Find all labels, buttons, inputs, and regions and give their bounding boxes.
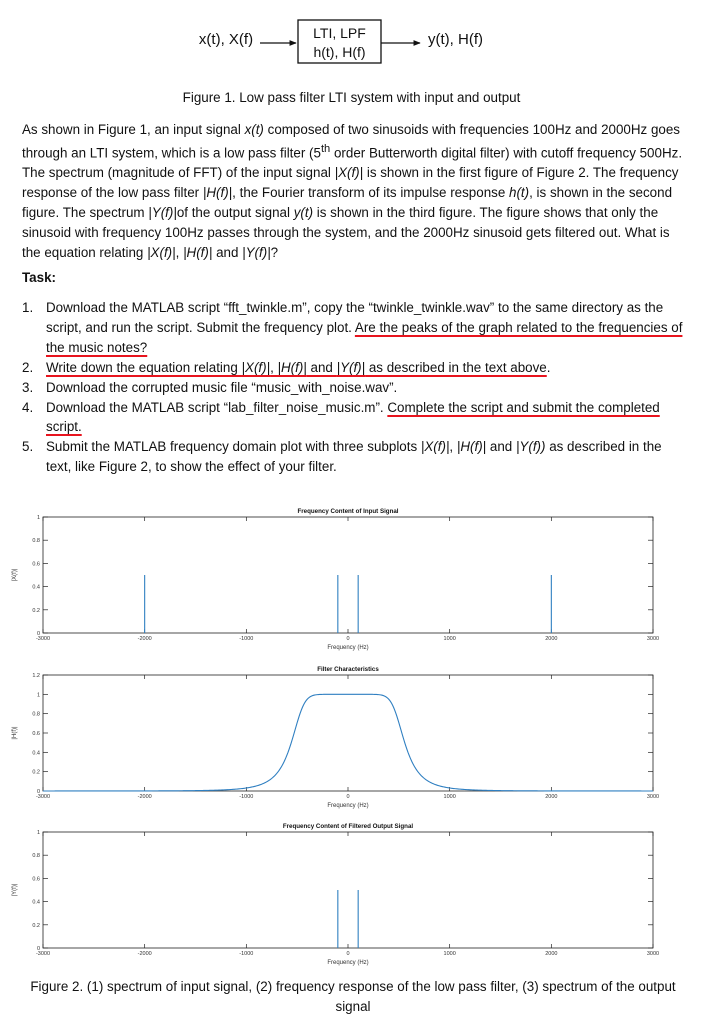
input-signal-label: x(t), X(f) (198, 31, 254, 48)
task-text: , (449, 439, 457, 455)
y-tick-label: 0.8 (32, 711, 40, 718)
task-text: Download the MATLAB script “fft_twinkle.m”, copy the “twinkle_twinkle.wav” to the same directory as the script, and run the script. Submit the frequency plot. (46, 300, 664, 335)
x-tick-label: -3000 (35, 951, 51, 957)
intro-text: and (212, 244, 243, 260)
intro-text: As shown in Figure 1, an input signal (22, 122, 245, 137)
plot-frame (43, 832, 653, 948)
task-number: 1. (22, 300, 34, 315)
plot-frame (43, 517, 653, 633)
math-ht: h(t) (509, 185, 530, 201)
task-number: 2. (22, 359, 34, 375)
plot-frame (43, 675, 653, 791)
task-number: 5. (22, 439, 34, 455)
math-abs-hf: |H(f)| (202, 185, 233, 201)
math-abs-xf: |X(f)| (334, 165, 364, 181)
y-axis-label: |X(f)| (12, 568, 18, 582)
x-tick-label: -3000 (35, 794, 51, 800)
intro-paragraph (22, 120, 684, 263)
y-tick-label: 0.4 (32, 584, 40, 591)
task-text: as described in the text, like Figure 2, to show the effect of your filter. (46, 439, 662, 475)
y-tick-label: 0.8 (32, 538, 40, 545)
task-item-4 (22, 398, 684, 438)
x-axis-label: Frequency (Hz) (327, 803, 369, 809)
x-tick-label: -1000 (239, 794, 254, 800)
figure-2-plots (0, 500, 703, 970)
system-box-line-2: h(t), H(f) (313, 44, 366, 60)
y-tick-label: 1 (36, 515, 40, 521)
math-abs-yf: |Y(f)) (515, 439, 546, 455)
x-tick-label: 2000 (545, 636, 558, 642)
x-tick-label: -3000 (35, 636, 51, 642)
math-abs-hf: |H(f)| (456, 439, 487, 455)
task-text: Write down the equation relating (46, 359, 242, 375)
intro-text: composed of two sinusoids with frequencies 100Hz and 2000Hz goes through an LTI system, which is a low pass filter (5 (22, 122, 681, 161)
y-axis-label: |H(f)| (12, 726, 18, 740)
intro-text: is shown in the first figure of Figure 2. The frequency response of the low pass filter (22, 165, 679, 201)
intro-text: , is shown in the second figure. The spectrum (22, 185, 673, 221)
intro-text: , the Fourier transform of its impulse response (232, 185, 510, 201)
math-abs-yf: |Y(f)| (242, 244, 271, 260)
system-box-line-1: LTI, LPF (313, 25, 366, 41)
math-abs-xf: |X(f)| (241, 359, 271, 375)
x-tick-label: 1000 (443, 951, 456, 957)
block-diagram (0, 0, 703, 80)
y-axis-label: |Y(f)| (12, 883, 18, 897)
x-tick-label: 0 (346, 951, 350, 957)
task-text: as described in the text above (365, 359, 547, 375)
y-tick-label: 1 (36, 830, 40, 836)
math-abs-hf: |H(f)| (183, 244, 213, 260)
task-text: and (306, 359, 337, 375)
y-tick-label: 1 (36, 692, 40, 699)
y-tick-label: 0.4 (32, 899, 40, 906)
output-signal-label: y(t), H(f) (428, 31, 483, 48)
y-tick-label: 0.6 (32, 731, 40, 737)
intro-text: order Butterworth digital filter) with cutoff frequency 500Hz. The spectrum (magnitude of FFT) of the input signal (22, 145, 683, 181)
task-list (22, 298, 684, 477)
figure-1-caption: Figure 1. Low pass filter LTI system with input and output (182, 90, 521, 105)
task-text: Submit the MATLAB frequency domain plot with three subplots (46, 439, 421, 455)
task-number: 3. (22, 379, 34, 395)
subplot-1 (12, 508, 659, 651)
y-tick-label: 1.2 (32, 673, 40, 679)
underlined-instruction (46, 360, 547, 375)
x-tick-label: 1000 (443, 636, 456, 642)
task-text: Download the MATLAB script “lab_filter_noise_music.m”. (46, 399, 388, 415)
y-tick-label: 0.2 (32, 769, 40, 776)
x-tick-label: -2000 (137, 636, 152, 642)
task-heading: Task: (22, 270, 56, 285)
task-text: , (270, 359, 278, 375)
y-tick-label: 0.2 (32, 607, 40, 614)
intro-text: is shown in the third figure. The figure shows that only the sinusoid with frequency 100Hz passes through the system, and the 2000Hz sinusoid gets filtered out. What is the equation relating (22, 205, 670, 260)
filter-response-line (43, 694, 653, 791)
superscript-th: th (320, 142, 331, 155)
x-tick-label: 2000 (545, 951, 558, 957)
task-text: Download the corrupted music file “music_with_noise.wav”. (46, 379, 398, 395)
plot-title: Frequency Content of Input Signal (297, 508, 399, 515)
task-item-1 (22, 298, 684, 358)
x-tick-label: 3000 (646, 636, 660, 642)
x-tick-label: -1000 (239, 951, 254, 957)
math-xt: x(t) (244, 122, 264, 137)
x-axis-label: Frequency (Hz) (327, 645, 369, 651)
x-tick-label: -2000 (137, 794, 152, 800)
math-abs-xf: |X(f)| (147, 244, 176, 260)
task-item-5 (22, 437, 684, 477)
x-tick-label: 0 (346, 794, 350, 800)
intro-text: ? (270, 244, 279, 260)
math-abs-yf: |Y(f)| (148, 205, 177, 221)
task-item-2 (22, 358, 684, 378)
math-abs-hf: |H(f)| (277, 359, 307, 375)
underlined-question: Are the peaks of the graph related to the frequencies of the music notes? (46, 319, 683, 355)
x-axis-label: Frequency (Hz) (327, 960, 369, 966)
x-tick-label: 0 (346, 636, 350, 642)
y-tick-label: 0 (36, 789, 40, 795)
subplot-2 (12, 666, 659, 809)
intro-text: , (175, 244, 184, 260)
math-abs-xf: |X(f)| (420, 439, 450, 455)
figure-2-caption: Figure 2. (1) spectrum of input signal, (2) frequency response of the low pass filter, (3) spectrum of the output signal (30, 979, 676, 1014)
plot-title: Filter Characteristics (317, 666, 379, 673)
y-tick-label: 0.6 (32, 561, 40, 568)
task-text: and (486, 439, 516, 455)
task-number: 4. (22, 399, 34, 415)
y-tick-label: 0.2 (32, 922, 40, 929)
x-tick-label: 3000 (646, 794, 660, 800)
x-tick-label: 1000 (443, 794, 456, 800)
y-tick-label: 0.8 (32, 853, 40, 860)
x-tick-label: 3000 (646, 951, 660, 957)
intro-text: of the output signal (176, 205, 294, 221)
x-tick-label: -2000 (137, 951, 152, 957)
plot-title: Frequency Content of Filtered Output Signal (282, 823, 414, 830)
y-tick-label: 0 (36, 631, 40, 637)
underlined-instruction: Complete the script and submit the completed script. (46, 399, 660, 435)
y-tick-label: 0 (36, 946, 40, 952)
task-text: . (546, 359, 551, 375)
math-yt: y(t) (293, 205, 314, 221)
math-abs-yf: |Y(f)| (336, 359, 366, 375)
x-tick-label: -1000 (239, 636, 254, 642)
y-tick-label: 0.6 (32, 876, 40, 883)
task-item-3 (22, 378, 684, 398)
subplot-3 (12, 823, 659, 966)
y-tick-label: 0.4 (32, 750, 40, 757)
x-tick-label: 2000 (545, 794, 558, 800)
